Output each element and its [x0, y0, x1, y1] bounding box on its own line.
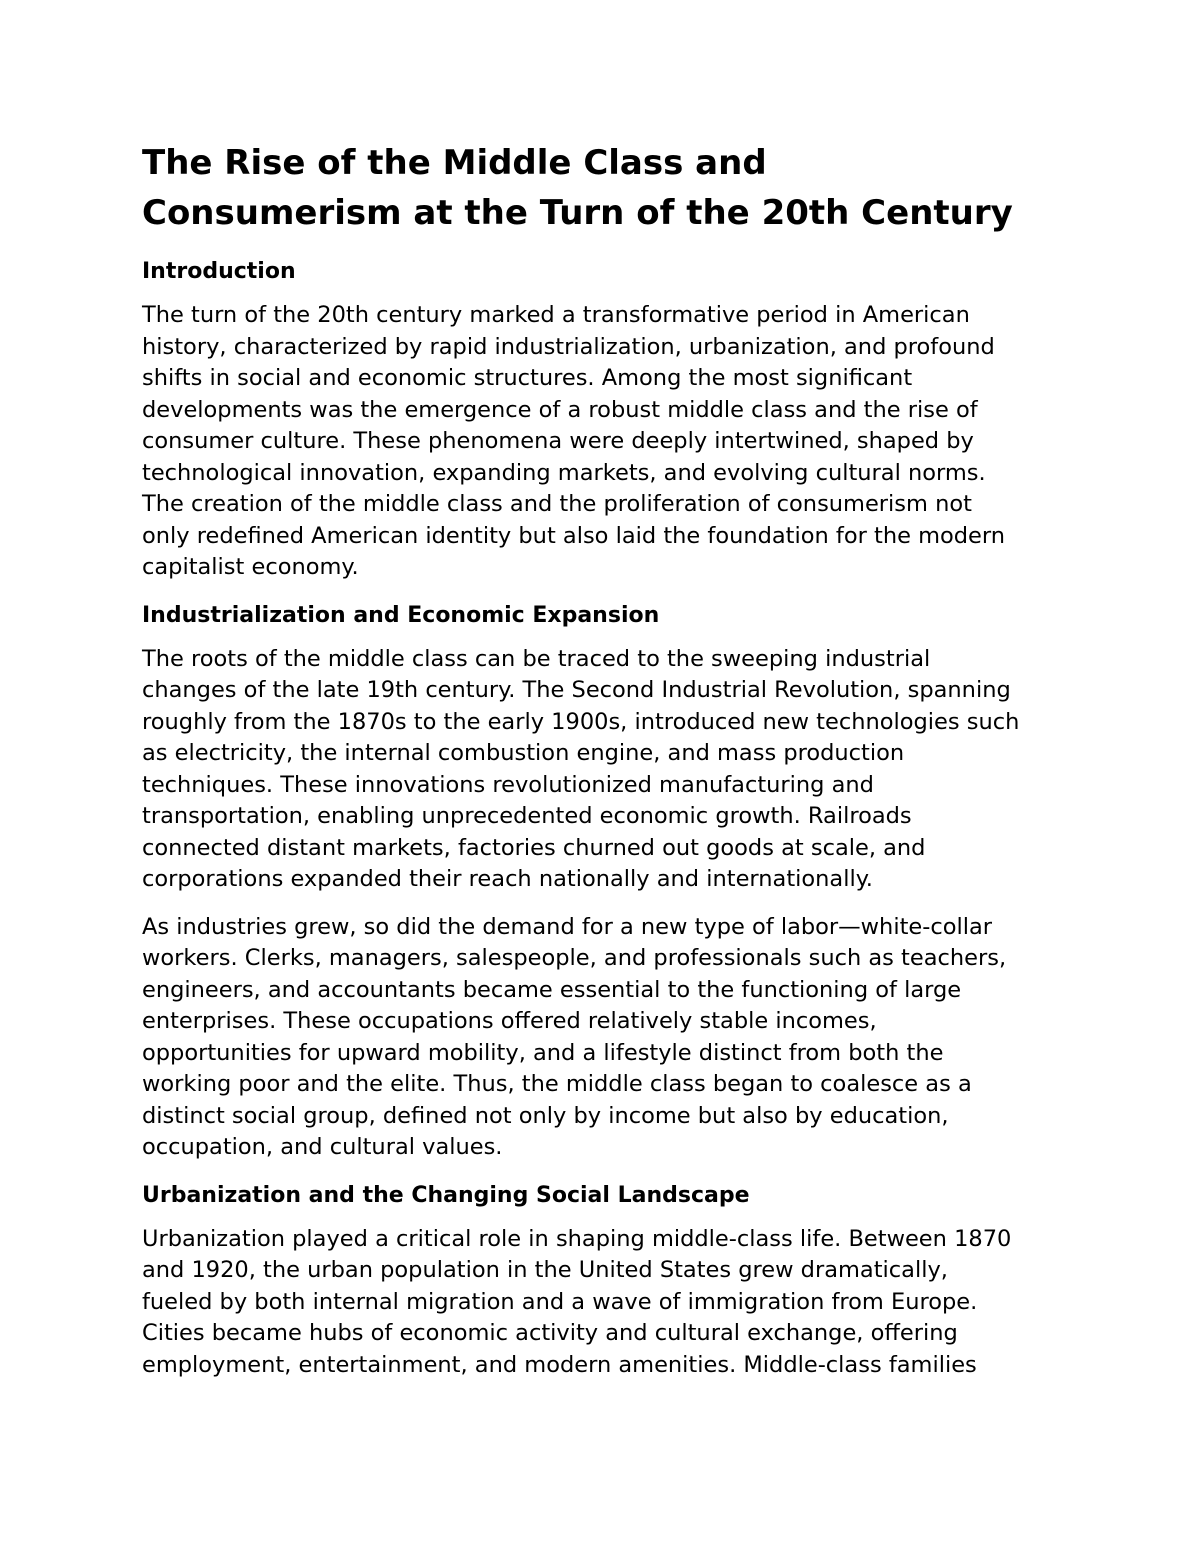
text-line: connected distant markets, factories churned out goods at scale, and — [142, 834, 926, 861]
text-line: Cities became hubs of economic activity and cultural exchange, offering — [142, 1320, 958, 1346]
title-line: The Rise of the Middle Class and — [142, 143, 767, 183]
text-line: technological innovation, expanding markets, and evolving cultural norms. — [142, 459, 986, 486]
text-line: The roots of the middle class can be traced to the sweeping industrial — [142, 645, 931, 672]
text-line: enterprises. These occupations offered relatively stable incomes, — [142, 1008, 877, 1034]
text-line: techniques. These innovations revolutionized manufacturing and — [142, 771, 874, 798]
text-line: and 1920, the urban population in the United States grew dramatically, — [142, 1257, 948, 1283]
document-title — [142, 138, 1072, 238]
text-line: consumer culture. These phenomena were deeply intertwined, shaped by — [142, 428, 974, 454]
section-heading-urbanization: Urbanization and the Changing Social Landscape — [142, 1182, 750, 1208]
paragraph-introduction — [142, 300, 1072, 584]
section-heading-industrialization: Industrialization and Economic Expansion — [142, 602, 660, 628]
paragraph-industrialization-1 — [142, 644, 1072, 896]
text-line: history, characterized by rapid industrialization, urbanization, and profound — [142, 333, 995, 360]
title-line: Consumerism at the Turn of the 20th Century — [142, 193, 1013, 233]
text-line: transportation, enabling unprecedented economic growth. Railroads — [142, 803, 912, 829]
text-line: engineers, and accountants became essential to the functioning of large — [142, 976, 962, 1003]
text-line: opportunities for upward mobility, and a lifestyle distinct from both the — [142, 1039, 944, 1066]
document-body — [142, 138, 1072, 1397]
text-line: fueled by both internal migration and a wave of immigration from Europe. — [142, 1288, 978, 1315]
text-line: The turn of the 20th century marked a transformative period in American — [142, 302, 970, 328]
text-line: As industries grew, so did the demand for a new type of labor—white-collar — [142, 913, 993, 940]
text-line: distinct social group, defined not only by income but also by education, — [142, 1102, 949, 1129]
text-line: working poor and the elite. Thus, the middle class began to coalesce as a — [142, 1071, 972, 1097]
text-line: workers. Clerks, managers, salespeople, and professionals such as teachers, — [142, 945, 1007, 971]
text-line: roughly from the 1870s to the early 1900s, introduced new technologies such — [142, 708, 1020, 735]
text-line: The creation of the middle class and the proliferation of consumerism not — [142, 491, 972, 517]
text-line: capitalist economy. — [142, 554, 359, 580]
paragraph-industrialization-2 — [142, 912, 1072, 1164]
text-line: shifts in social and economic structures. Among the most significant — [142, 365, 913, 391]
text-line: only redefined American identity but also laid the foundation for the modern — [142, 522, 1006, 549]
text-line: corporations expanded their reach nationally and internationally. — [142, 866, 873, 892]
text-line: employment, entertainment, and modern amenities. Middle-class families — [142, 1351, 977, 1378]
text-line: as electricity, the internal combustion engine, and mass production — [142, 740, 905, 766]
text-line: developments was the emergence of a robust middle class and the rise of — [142, 396, 978, 423]
text-line: occupation, and cultural values. — [142, 1134, 503, 1160]
section-heading-introduction: Introduction — [142, 259, 296, 284]
paragraph-urbanization — [142, 1224, 1072, 1382]
text-line: Urbanization played a critical role in shaping middle-class life. Between 1870 — [142, 1225, 1012, 1252]
text-line: changes of the late 19th century. The Second Industrial Revolution, spanning — [142, 677, 1011, 703]
